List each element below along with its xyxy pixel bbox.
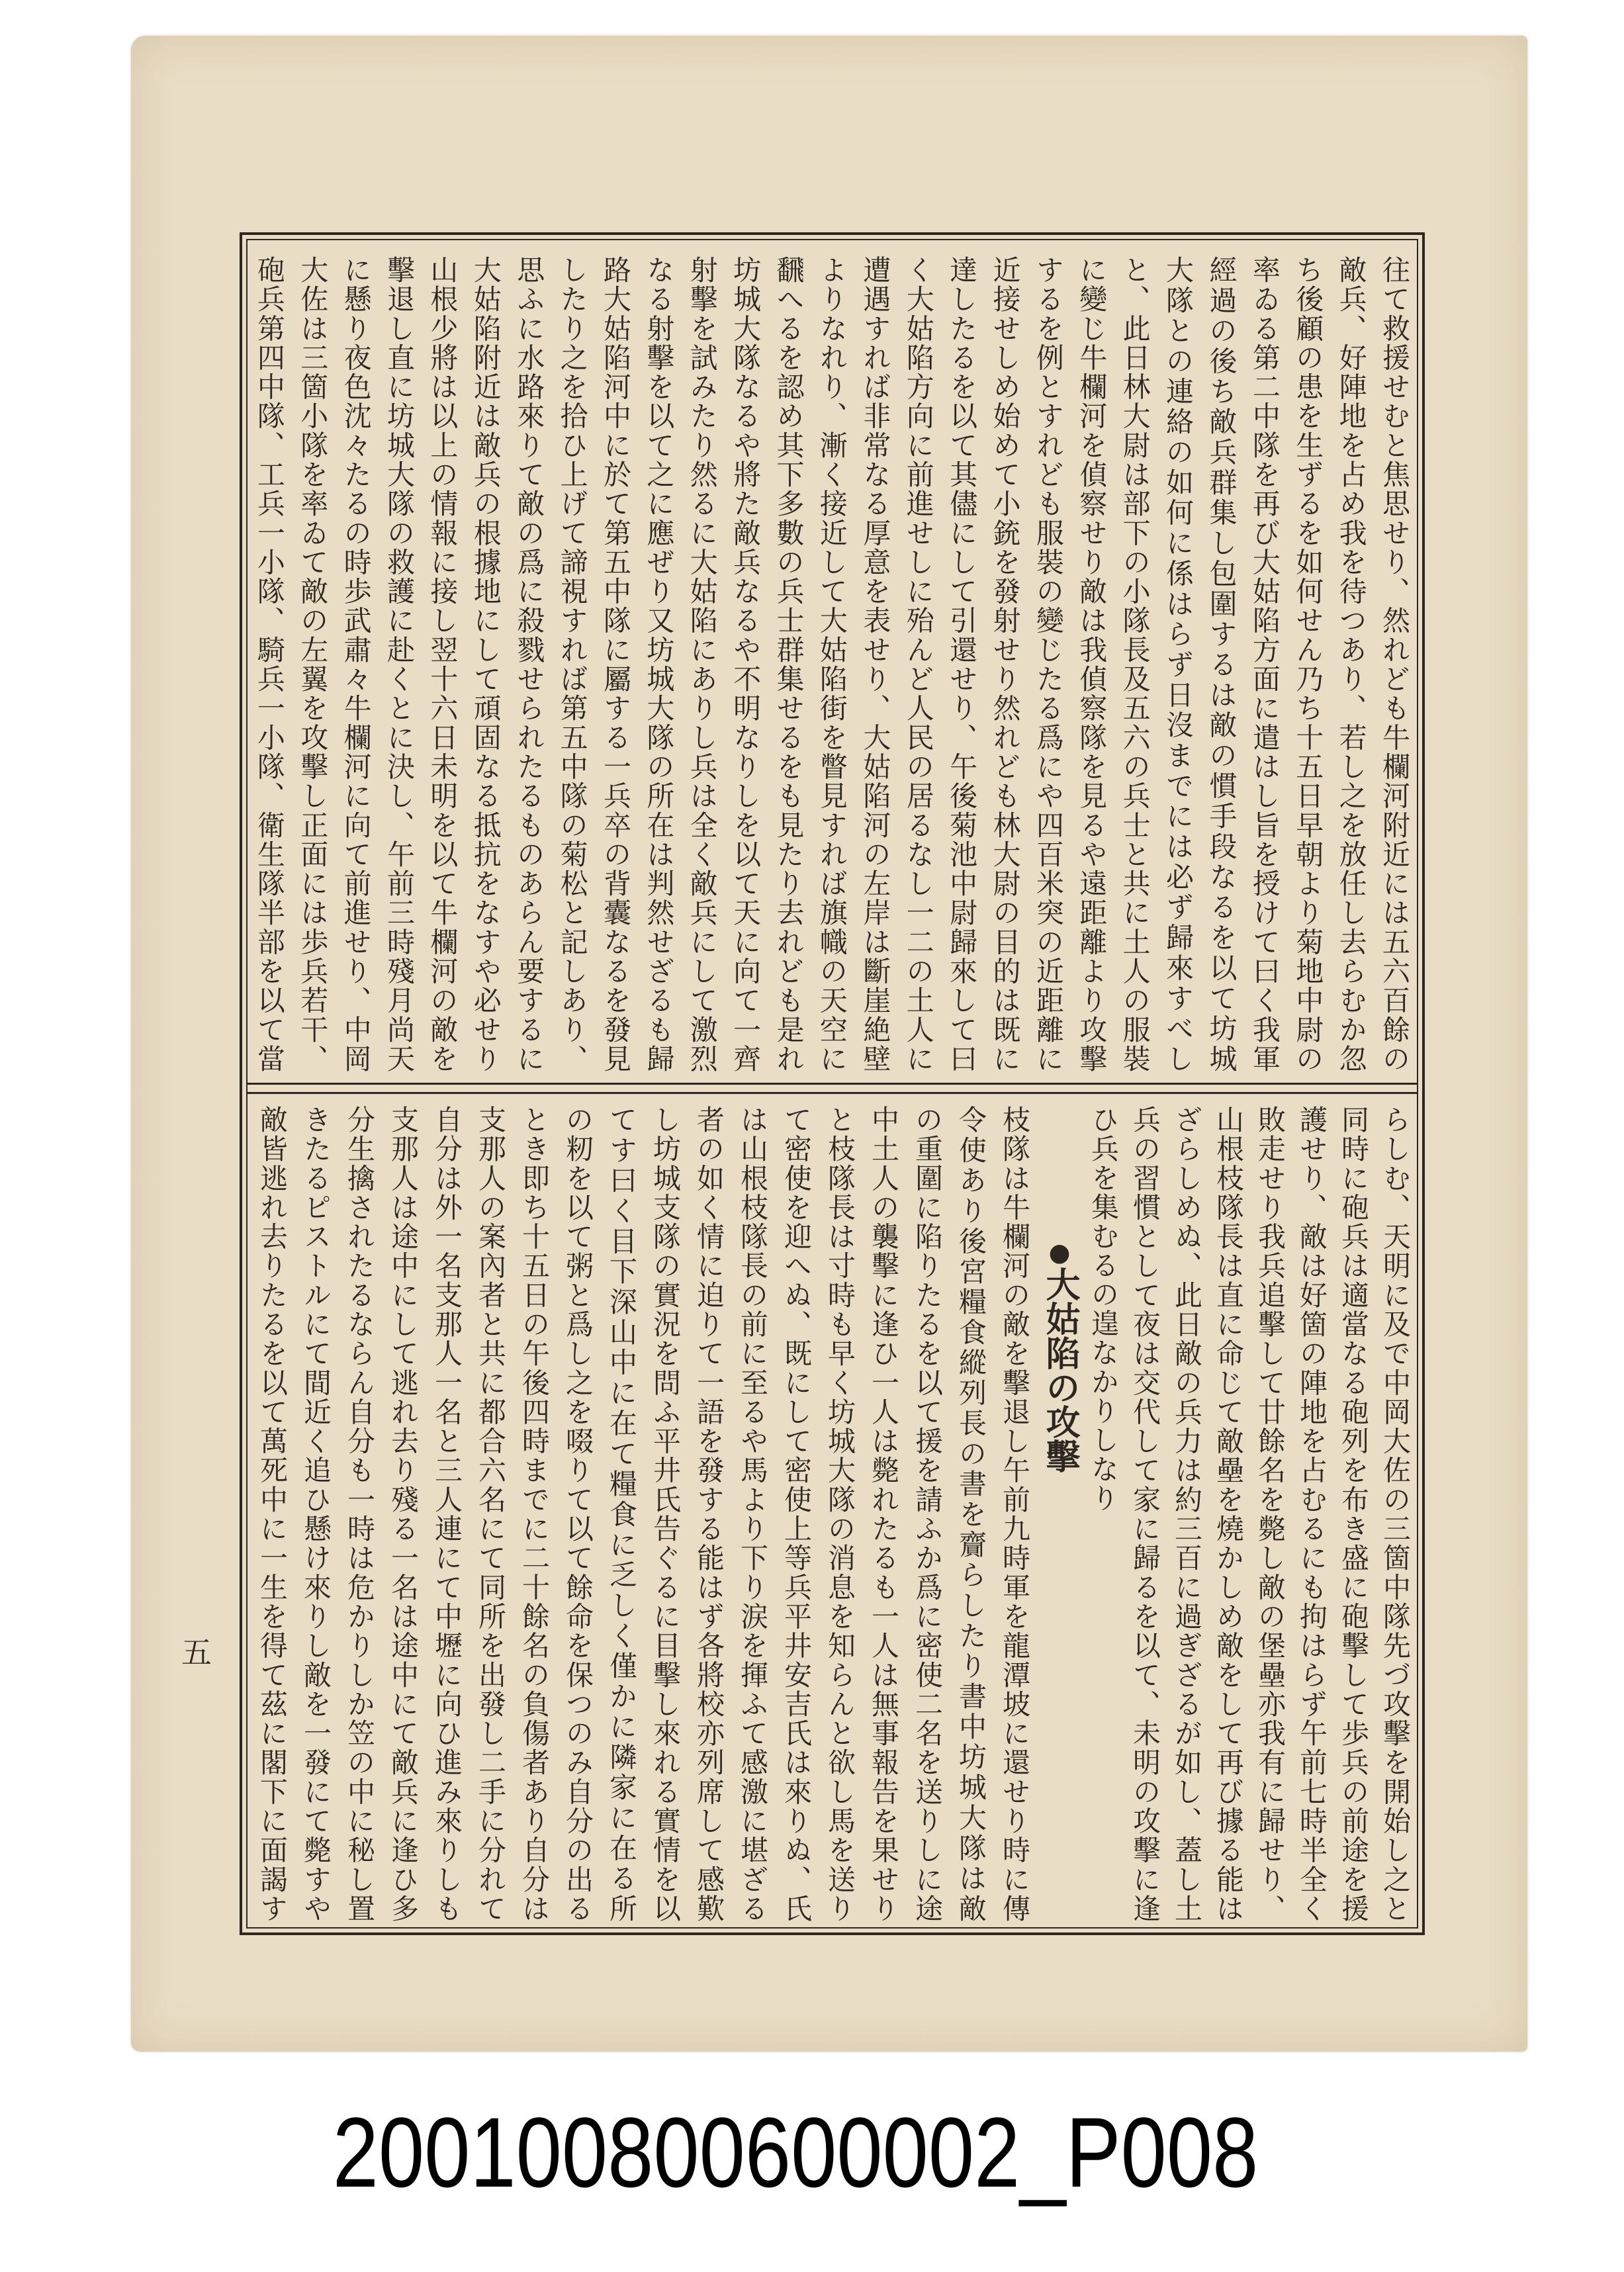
text-column: ち後顧の患を生ずるを如何せん乃ち十五日早朝より菊地中尉の: [1292, 255, 1325, 1072]
text-column: 枝隊は牛欄河の敵を擊退し午前九時軍を龍潭坡に還せり時に傳: [999, 1105, 1031, 1922]
text-column: 者の如く情に迫りて一語を發する能はず各將校亦列席して感歎: [693, 1105, 725, 1922]
text-column: 飜へるを認め其下多數の兵士群集せるをも見たり去れども是れ: [772, 255, 805, 1072]
text-column: は山根枝隊長の前に至るや馬より下り涙を揮ふて感激に堪ざる: [737, 1105, 769, 1922]
text-column: 山根枝隊長は直に命じて敵壘を燒かしめ敵をして再び據る能は: [1212, 1105, 1245, 1922]
text-column: てす曰く目下深山中に在て糧食に乏しく僅かに隣家に在る所: [606, 1105, 638, 1922]
text-column: と、此日林大尉は部下の小隊長及五六の兵士と共に土人の服裝: [1118, 255, 1151, 1072]
text-column: ひ兵を集むるの遑なかりしなり: [1087, 1105, 1120, 1513]
text-column: 中土人の襲擊に逢ひ一人は斃れたるも一人は無事報告を果せり: [868, 1105, 900, 1922]
bottom-columns-after-heading: [250, 1105, 1036, 1922]
bottom-text-section: [250, 1105, 1416, 1922]
text-column: 遭遇すれば非常なる厚意を表せり、大姑陷河の左岸は斷崖絶壁: [859, 255, 892, 1072]
text-column: て密使を迎へぬ、既にして密使上等兵平井安吉氏は來りぬ、氏: [780, 1105, 813, 1922]
top-text-section: [248, 255, 1416, 1072]
text-column: 自分は外一名支那人一名と三人連にて中壢に向ひ進み來りしも: [431, 1105, 463, 1922]
bottom-columns-before-heading: [1083, 1105, 1416, 1922]
text-column: したり之を拾ひ上げて諦視すれば第五中隊の菊松と記しあり、: [556, 255, 589, 1072]
text-column: 敗走せり我兵追擊して廿餘名を斃し敵の堡壘亦我有に歸せり、: [1254, 1105, 1286, 1922]
catalog-id-caption: 200100800600002_P008: [332, 2097, 1259, 2208]
section-heading-text: 大姑陷の攻擊: [1040, 1267, 1080, 1473]
text-column: く大姑陷方向に前進せしに殆んど人民の居るなし一二の土人に: [902, 255, 935, 1072]
text-column: 護せり、敵は好箇の陣地を占むるにも拘はらず午前七時半全く: [1296, 1105, 1328, 1922]
text-column: らしむ、天明に及で中岡大佐の三箇中隊先づ攻擊を開始し之と: [1379, 1105, 1412, 1922]
text-column: 支那人の案內者と共に都合六名にて同所を出發し二手に分れて: [474, 1105, 507, 1922]
text-column: 兵の習慣として夜は交代して家に歸るを以て、未明の攻擊に逢: [1129, 1105, 1161, 1922]
text-column: とき即ち十五日の午後四時までに二十餘名の負傷者あり自分は: [518, 1105, 551, 1922]
text-column: なる射擊を以て之に應ぜり又坊城大隊の所在は判然せざるも歸: [643, 255, 676, 1072]
text-column: に變じ牛欄河を偵察せり敵は我偵察隊を見るや遠距離より攻擊: [1075, 255, 1108, 1072]
text-column: 往て救援せむと焦思せり、然れども牛欄河附近には五六百餘の: [1378, 255, 1411, 1072]
text-column: 射擊を試みたり然るに大姑陷にありし兵は全く敵兵にして激烈: [686, 255, 719, 1072]
text-column: 擊退し直に坊城大隊の救護に赴くとに決し、午前三時殘月尚天: [383, 255, 416, 1072]
text-column: 經過の後ち敵兵群集し包圍するは敵の慣手段なるを以て坊城: [1205, 255, 1238, 1072]
text-column: 大佐は三箇小隊を率ゐて敵の左翼を攻擊し正面には歩兵若干、: [296, 255, 330, 1072]
text-column: 敵皆逃れ去りたるを以て萬死中に一生を得て茲に閣下に面謁す: [256, 1105, 289, 1922]
page-number: 五: [181, 1635, 212, 1670]
section-divider: [246, 1083, 1418, 1085]
text-column: に懸り夜色沈々たるの時歩武肅々牛欄河に向て前進せり、中岡: [339, 255, 373, 1072]
text-column: 同時に砲兵は適當なる砲列を布き盛に砲擊して歩兵の前途を援: [1337, 1105, 1370, 1922]
text-column: 近接せしめ始めて小銃を發射せり然れども林大尉の目的は既に: [989, 255, 1022, 1072]
text-column: 率ゐる第二中隊を再び大姑陷方面に遣はし旨を授けて曰く我軍: [1248, 255, 1281, 1072]
section-heading: [1036, 1105, 1083, 1922]
text-column: の籾を以て粥と爲し之を啜りて以て餘命を保つのみ自分の出る: [562, 1105, 594, 1922]
heading-bullet: ●: [1045, 1238, 1074, 1267]
text-column: 大姑陷附近は敵兵の根據地にして頑固なる抵抗をなすや必せり: [469, 255, 502, 1072]
text-column: きたるピストルにて間近く追ひ懸け來りし敵を一發にて斃すや: [300, 1105, 332, 1922]
text-column: するを例とすれども服裝の變じたる爲にや四百米突の近距離に: [1032, 255, 1065, 1072]
text-column: 路大姑陷河中に於て第五中隊に屬する一兵卒の背囊なるを發見: [599, 255, 632, 1072]
text-column: し坊城支隊の實況を問ふ平井氏告ぐるに目擊し來れる實情を以: [649, 1105, 682, 1922]
section-divider: [246, 1092, 1418, 1094]
text-column: 山根少將は以上の情報に接し翌十六日未明を以て牛欄河の敵を: [426, 255, 459, 1072]
text-column: 敵兵、好陣地を占め我を待つあり、若し之を放任し去らむか忽: [1335, 255, 1368, 1072]
text-column: 坊城大隊なるや將た敵兵なるや不明なりしを以て天に向て一齊: [729, 255, 762, 1072]
text-column: と枝隊長は寸時も早く坊城大隊の消息を知らんと欲し馬を送り: [824, 1105, 856, 1922]
text-column: の重圍に陷りたるを以て援を請ふか爲に密使二名を送りしに途: [911, 1105, 944, 1922]
text-column: 達したるを以て其儘にして引還せり、午後菊池中尉歸來して曰: [946, 255, 979, 1072]
text-column: 砲兵第四中隊、工兵一小隊、騎兵一小隊、衛生隊半部を以て當: [253, 255, 286, 1072]
text-column: 大隊との連絡の如何に係はらず日沒までには必ず歸來すべし: [1162, 255, 1195, 1072]
text-column: よりなれり、漸く接近して大姑陷街を瞥見すれば旗幟の天空に: [815, 255, 848, 1072]
text-column: ざらしめぬ、此日敵の兵力は約三百に過ぎざるが如し、蓋し土: [1171, 1105, 1203, 1922]
text-column: 思ふに水路來りて敵の爲に殺戮せられたるものあらん要するに: [513, 255, 546, 1072]
text-column: 支那人は途中にして逃れ去り殘る一名は途中にて敵兵に逢ひ多: [387, 1105, 420, 1922]
text-column: 分生擒されたるならん自分も一時は危かりしか笠の中に秘し置: [343, 1105, 376, 1922]
text-column: 令使あり後宮糧食縱列長の書を齎らしたり書中坊城大隊は敵: [955, 1105, 987, 1922]
